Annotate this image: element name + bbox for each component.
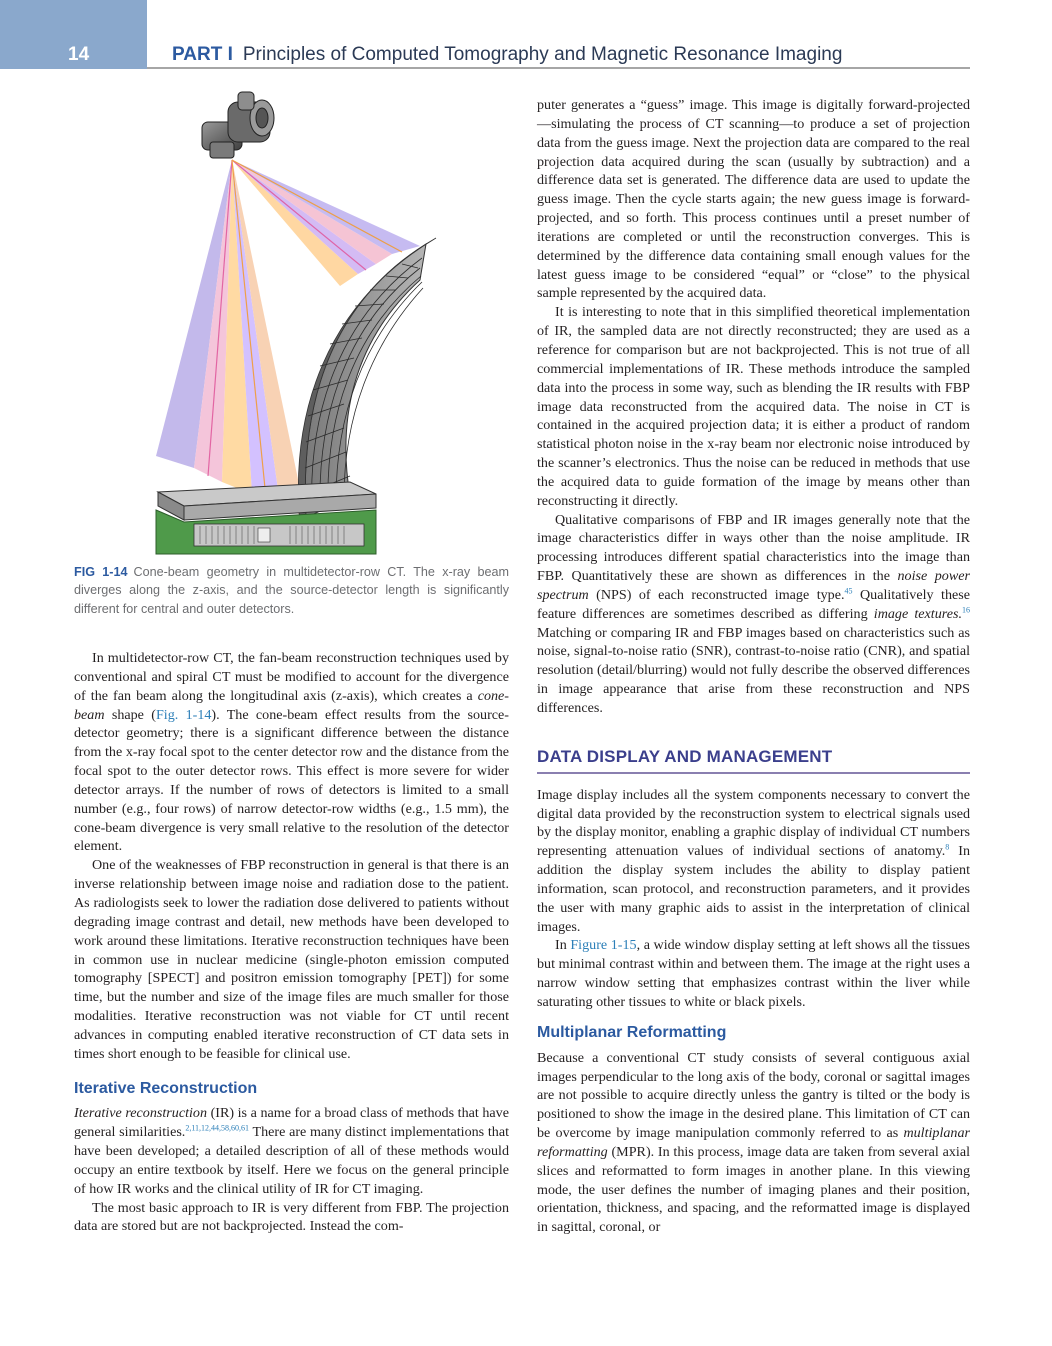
running-head bbox=[172, 44, 842, 66]
section-heading-iterative-reconstruction: Iterative Reconstruction bbox=[74, 1079, 258, 1097]
running-head-title: Principles of Computed Tomography and Magnetic Resonance Imaging bbox=[242, 44, 843, 65]
paragraph: It is interesting to note that in this simplified theoretical implementation of IR, the sampled data are not directly reconstructed; they are used as a reference for comparison but are not backprojected. This is not true of all commercial implementations of IR. These methods introduce the sampled data into the process in some way, such as blending the IR results with FBP image data reconstructed from the acquired data. The noise in CT is contained in the acquired projection data; it is either a product of random statistical photon noise in the x-ray beam nor electronic noise introduced by the scanner’s electronics. Thus the noise can be reduced in methods that use the acquired data to guide formation of the image by means other than reconstructing it directly. bbox=[537, 304, 970, 509]
detector-array bbox=[298, 238, 436, 524]
xray-tube bbox=[202, 92, 274, 158]
detector-base bbox=[156, 482, 376, 554]
figure-caption-text: Cone-beam geometry in multidetector-row CT. The x-ray beam diverges along the z-axis, and the source-detector length is significantly different for central and outer detectors. bbox=[74, 565, 509, 616]
citation-link[interactable]: 16 bbox=[962, 605, 970, 615]
paragraph: In Figure 1-15, a wide window display setting at left shows all the tissues but minimal contrast within and between them. The image at the right uses a narrow window setting that emphasizes contrast within the liver while saturating other tissues to white or black pixels. bbox=[537, 937, 971, 1010]
figure-label: FIG 1-14 bbox=[74, 565, 128, 579]
paragraph: Iterative reconstruction (IR) is a name for a broad class of methods that have general similarities.$^{2,11,12,44,58,60,61}$ There are many distinct implementations that have been developed; a detailed description of all of these methods would occupy an entire textbook by itself. Here we focus on the general principle of how IR works and the clinical utility of IR for CT imaging. bbox=[74, 1105, 509, 1197]
paragraph: Qualitative comparisons of FBP and IR images generally note that the image characteristics differ in ways other than the noise amplitude. IR processing introduces different spatial characteristics into the image than FBP. Quantitatively these are shown as differences in the noise power spectrum (NPS) of each reconstructed image type.$^{45}$ Qualitatively these feature differences are sometimes described as differing image textures.$^{16}$ Matching or comparing IR and FBP images based on characteristics such as noise, signal-to-noise ratio (SNR), contrast-to-noise ratio (CNR), and spatial resolution (detail/blurring) would not fully describe the observed differences in image appearance that arise from these reconstruction and NPS differences. bbox=[537, 511, 970, 716]
part-label: PART I bbox=[172, 44, 233, 65]
paragraph: puter generates a “guess” image. This image is digitally forward-projected—simulating the process of CT scanning—to produce a set of projection data from the guess image. Next the projection data are compared to the real projection data acquired during the scan (usually by subtraction) and a difference data set is generated. The difference data are used to update the guess image. Then the cycle starts again; the new guess image is forward-projected, and so forth. This process continues until a preset number of iterations are completed or until the reconstruction converges. This is determined by the difference data containing small enough values for the latest guess image to be considered “equal” or “close” to the physical sample represented by the acquired data. bbox=[537, 97, 970, 302]
left-column bbox=[74, 649, 509, 1236]
citation-link[interactable]: 45 bbox=[844, 586, 853, 596]
paragraph: Image display includes all the system components necessary to convert the digital data provided by the reconstruction system to electrical signals used by the display monitor, enabling a graphic display of individual CT numbers representing attenuation values of individual sections of anatomy.$^8$ In addition the display system includes the ability to display patient information, scan protocol, and reconstruction parameters, and it provides the user with many graphic aids to assist in the interpretation of clinical images. bbox=[537, 786, 970, 935]
header-rule bbox=[147, 67, 970, 69]
paragraph: The most basic approach to IR is very different from FBP. The projection data are stored but are not backprojected. Instead the com- bbox=[74, 1199, 509, 1235]
figure-crossref-link[interactable]: Figure 1-15 bbox=[570, 937, 637, 954]
xray-cone-beam bbox=[156, 160, 420, 518]
section-heading-data-display: DATA DISPLAY AND MANAGEMENT bbox=[537, 748, 970, 774]
paragraph: One of the weaknesses of FBP reconstruction in general is that there is an inverse relationship between image noise and radiation dose to the patient. As radiologists seek to lower the radiation dose delivered to patients without degrading image contrast and detail, new methods have been developed to work around these limitations. Iterative reconstruction techniques have been in common use in nuclear medicine (single-photon emission computed tomography [SPECT] and positron emission tomography [PET]) for some time, but the number and size of the image files are much smaller for those modalities. Iterative reconstruction was not viable for CT until recent advances in computing enabled iterative reconstruction of CT data sets in times short enough to be feasible for clinical use. bbox=[74, 857, 509, 1062]
section-heading-multiplanar-reformatting: Multiplanar Reformatting bbox=[537, 1023, 727, 1041]
figure-caption bbox=[74, 563, 509, 618]
paragraph: Because a conventional CT study consists of several contiguous axial images perpendicular to the long axis of the body, coronal or sagittal images are not possible to acquire directly unless the gantry is tilted or the body is positioned to show the image in the desired plane. This limitation of CT can be overcome by image manipulation commonly referred to as multiplanar reformatting (MPR). In this process, image data are taken from several axial slices and reformatted to form images in another plane. In this viewing mode, the user defines the number of imaging planes and their position, orientation, thickness, and spacing, and the reformatted image is displayed in sagittal, coronal, or bbox=[537, 1049, 970, 1236]
figure-crossref-link[interactable]: Fig. 1-14 bbox=[155, 706, 212, 723]
right-column bbox=[537, 96, 970, 1237]
paragraph: In multidetector-row CT, the fan-beam reconstruction techniques used by conventional and spiral CT must be modified to account for the divergence of the fan beam along the longitudinal axis (z-axis), which creates a cone-beam shape (Fig. 1-14). The cone-beam effect results from the source-detector geometry; there is a significant difference between the distance from the x-ray focal spot to the center detector row and the distance from the focal spot to the outer detector rows. This effect is more severe for wider detector arrays. If the number of rows of detectors is limited to a small number (e.g., four rows) of narrow detector-row widths (e.g., 1.5 mm), the cone-beam divergence is very small relative to the resolution of the detector element. bbox=[74, 650, 509, 855]
citation-link[interactable]: 8 bbox=[945, 842, 950, 852]
citation-link[interactable]: 2,11,12,44,58,60,61 bbox=[185, 1123, 250, 1133]
cone-beam-figure bbox=[150, 84, 520, 564]
page-number: 14 bbox=[68, 44, 90, 65]
